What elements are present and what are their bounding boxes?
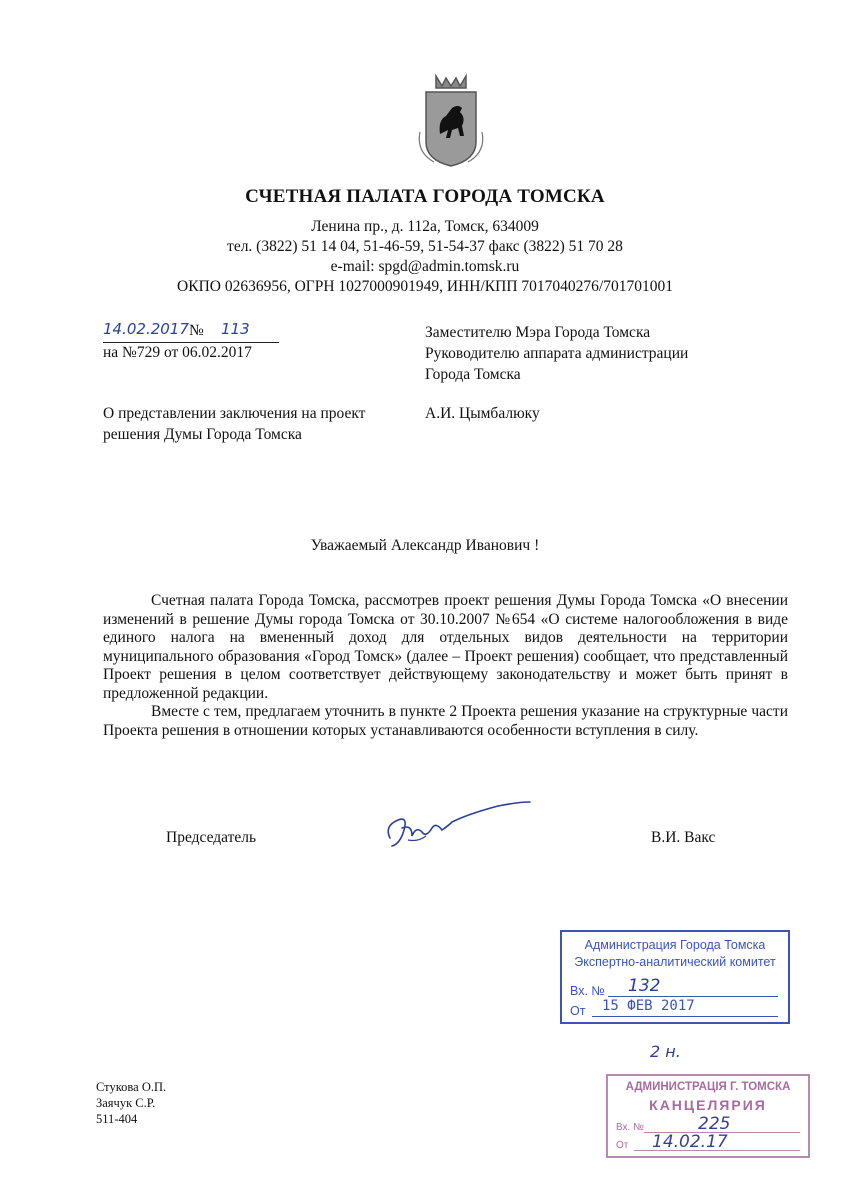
stamp-date-label: От [570,1004,586,1018]
committee-incoming-stamp [560,930,790,1024]
stamp-subtitle: Экспертно-аналитический комитет [574,955,776,969]
addressee-line: Руководителю аппарата администрации [425,345,689,362]
stamp-number: 132 [628,976,661,996]
stamp-date: 15 ФЕВ 2017 [602,998,695,1014]
stamp-subtitle: КАНЦЕЛЯРИЯ [649,1097,767,1113]
stamp-title: АДМИНИСТРАЦІЯ Г. ТОМСКА [625,1081,791,1093]
executors-block [96,1079,166,1127]
addressee-line: Заместителю Мэра Города Томска [425,324,651,341]
addressee-block [425,322,688,385]
reply-reference: на №729 от 06.02.2017 [103,344,252,361]
office-incoming-stamp [606,1074,810,1158]
body-paragraph: Счетная палата Города Томска, рассмотрев проект решения Думы Города Томска «О внесении изменений в решение Думы города Томска от 30.10.2007 №654 «О системе налогообложения в виде единого налога на вмененный доход для отдельных видов деятельности на территории муниципального образования «Город Томск» (далее – Проект решения) сообщает, что представленный Проект решения в целом соответствует действующему законодательству и может быть принят в предложенной редакции. [103,592,788,702]
executor-line: Стукова О.П. [96,1080,167,1094]
signer-name: В.И. Вакс [651,829,716,846]
organization-phones: тел. (3822) 51 14 04, 51-46-59, 51-54-37 факс (3822) 51 70 28 [227,238,623,255]
stamp-date-line [592,1016,778,1017]
subject-block [103,403,365,445]
stamp-title: Администрация Города Томска [584,938,766,952]
handwritten-signature-icon [378,796,538,856]
addressee-line: Города Томска [425,366,521,383]
subject-line: решения Думы Города Томска [103,426,302,443]
stamp-number-line [608,996,778,997]
organization-title: СЧЕТНАЯ ПАЛАТА ГОРОДА ТОМСКА [245,186,605,207]
stamp-number-label: Вх. № [616,1122,644,1133]
signer-position: Председатель [166,829,257,846]
handwritten-note: 2 н. [650,1042,681,1061]
stamp-date: 14.02.17 [652,1132,728,1152]
subject-line: О представлении заключения на проект [103,405,366,422]
stamp-number: 225 [698,1114,731,1134]
organization-email: e-mail: spgd@admin.tomsk.ru [330,258,520,275]
greeting: Уважаемый Александр Иванович ! [310,537,540,554]
tomsk-coat-of-arms-icon [416,72,486,172]
organization-address: Ленина пр., д. 112а, Томск, 634009 [311,218,539,235]
organization-codes: ОКПО 02636956, ОГРН 1027000901949, ИНН/КПП 7017040276/701701001 [177,278,673,295]
body-paragraph: Вместе с тем, предлагаем уточнить в пункте 2 Проекта решения указание на структурные части Проекта решения в отношении которых устанавливаются особенности вступления в силу. [103,703,788,739]
executor-line: Заячук С.Р. [96,1096,156,1110]
outgoing-number-label: № [189,322,204,339]
outgoing-date: 14.02.2017 [103,320,189,338]
stamp-number-label: Вх. № [570,984,605,998]
stamp-date-label: От [616,1140,629,1151]
letter-body [103,592,788,740]
outgoing-number: 113 [221,320,250,338]
addressee-name: А.И. Цымбалюку [425,405,540,422]
executor-phone: 511-404 [96,1112,138,1126]
outgoing-registration [103,322,279,343]
